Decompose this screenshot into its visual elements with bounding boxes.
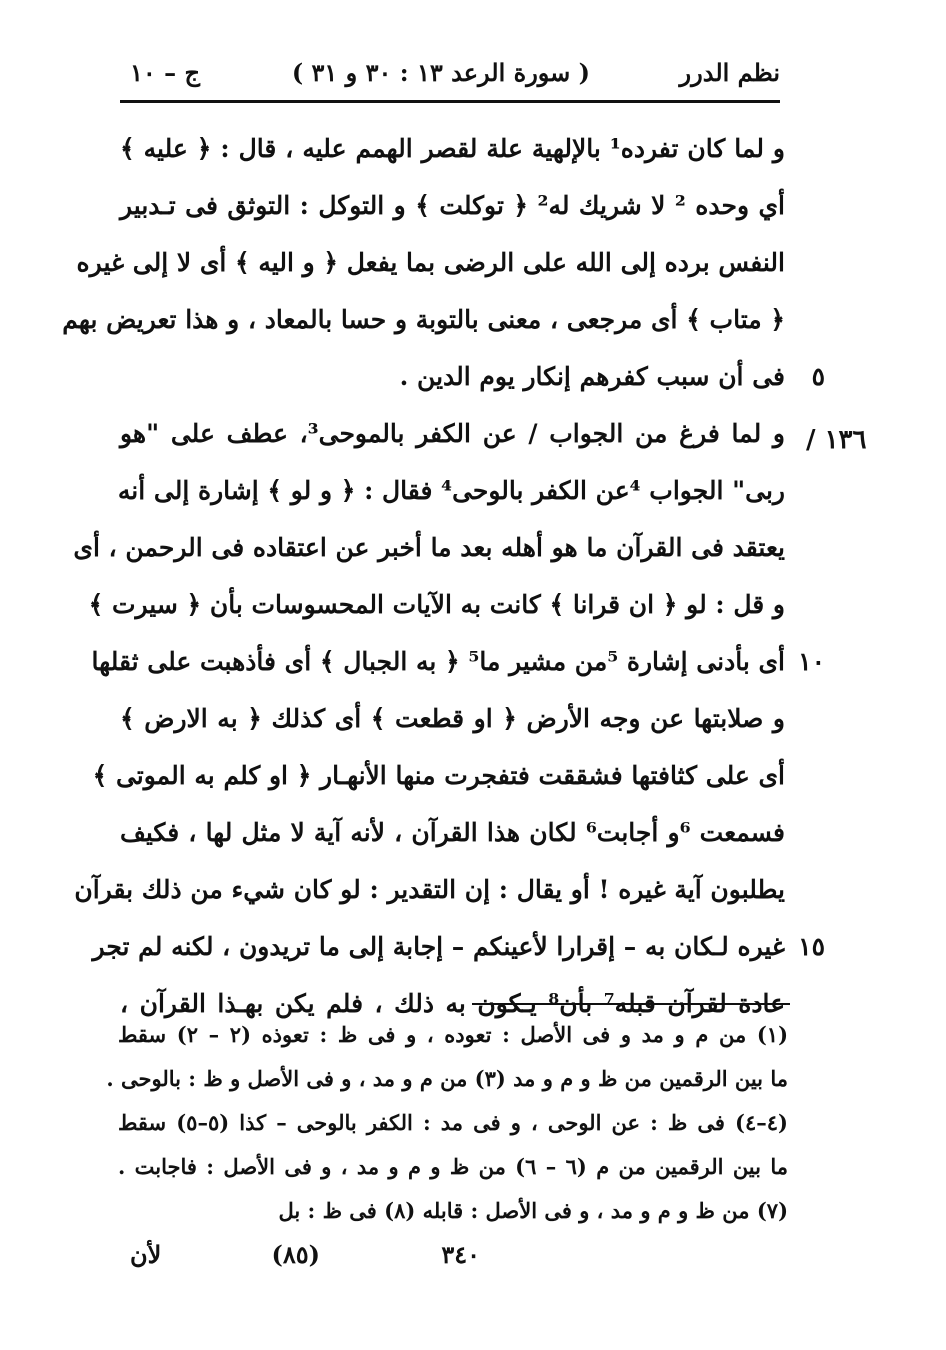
text-line: النفس برده إلى الله على الرضى بما يفعل ﴿ و اليه ﴾ أى لا إلى غيره (76, 248, 785, 277)
running-header (120, 58, 780, 98)
text-line: و لما فرغ من الجواب / عن الكفر بالموحى³، عطف على "هو (120, 419, 786, 448)
text-line: أي وحده ² لا شريك له² ﴿ توكلت ﴾ و التوكل : التوثق فى تـدبير (120, 191, 785, 220)
text-line: و صلابتها عن وجه الأرض ﴿ او قطعت ﴾ أى كذلك ﴿ به الارض ﴾ (120, 704, 785, 733)
text-line: و لما كان تفرده¹ بالإلهية علة لقصر الهمم عليه ، قال : ﴿ عليه ﴾ (120, 134, 785, 163)
text-line: فسمعت ⁶و أجابت⁶ لكان هذا القرآن ، لأنه آية لا مثل لها ، فكيف (120, 818, 785, 847)
footnote-line: ما بين الرقمين من م (٦ – ٦) من ظ و م و مد ، و فى الأصل : فاجابت . (118, 1154, 788, 1179)
surah-reference: ( سورة الرعد ١٣ : ٣٠ و ٣١ ) (291, 58, 590, 87)
main-text (62, 120, 825, 1032)
text-line (120, 348, 825, 405)
footnote-line: ما بين الرقمين من ظ و م و مد (٣) من م و مد ، و فى الأصل و ظ : بالوحى . (106, 1066, 788, 1091)
footnote-line: (٧) من ظ و م و مد ، و فى الأصل : قابله (٨) فى ظ : بل (278, 1198, 788, 1223)
line-number: ١٥ (798, 932, 825, 961)
catchword: لأن (130, 1240, 162, 1269)
line-number: ٥ (811, 362, 825, 391)
margin-page-marker: ١٣٦ / (806, 425, 867, 455)
text-line (92, 918, 825, 975)
line-number: ١٠ (798, 647, 825, 676)
footnote-line: (١) من م و مد و فى الأصل : تعوده ، و فى ظ : تعوذه (٢ – ٢) سقط (118, 1022, 788, 1047)
text-line (91, 633, 825, 690)
text-line: عادة لقرآن قبله⁷ بأن⁸ يـكون به ذلك ، فلم يكن بهـذا القرآن ، (120, 989, 785, 1018)
footnote-line: (٤–٤) فى ظ : عن الوحى ، و فى مد : الكفر بالوحى – كذا (٥–٥) سقط (118, 1110, 788, 1135)
text-line: يطلبون آية غيره ! أو يقال : إن التقدير : لو كان شيء من ذلك بقرآن (74, 875, 785, 904)
page-footer (130, 1240, 690, 1280)
signature-mark: (٨٥) (271, 1240, 320, 1269)
page-number: ٣٤٠ (441, 1240, 480, 1269)
footnote-rule (472, 1003, 790, 1005)
text-line: يعتقد فى القرآن ما هو أهله بعد ما أخبر عن اعتقاده فى الرحمن ، أى (73, 533, 785, 562)
volume-number: ج – ١٠ (130, 58, 200, 87)
text-line-content: فى أن سبب كفرهم إنكار يوم الدين . (399, 362, 785, 391)
text-line: ربى" الجواب ⁴عن الكفر بالوحى⁴ فقال : ﴿ و لو ﴾ إشارة إلى أنه (117, 476, 785, 505)
text-line-content: غيره لـكان به – إقرارا لأعينكم – إجابة إلى ما تريدون ، لكنه لم تجر (92, 932, 785, 961)
text-line-content: أى بأدنى إشارة ⁵من مشير ما⁵ ﴿ به الجبال ﴾ أى فأذهبت على ثقلها (91, 647, 785, 676)
text-line: أى على كثافتها فشققت فتفجرت منها الأنهـار ﴿ او كلم به الموتى ﴾ (92, 761, 785, 790)
text-line: و قل : لو ﴿ ان قرانا ﴾ كانت به الآيات المحسوسات بأن ﴿ سيرت ﴾ (88, 590, 785, 619)
footnotes (106, 1013, 788, 1233)
book-title: نظم الدرر (679, 58, 780, 87)
text-line: ﴿ متاب ﴾ أى مرجعى ، معنى بالتوبة و حسا بالمعاد ، و هذا تعريض بهم (62, 305, 785, 334)
header-rule (120, 100, 780, 103)
